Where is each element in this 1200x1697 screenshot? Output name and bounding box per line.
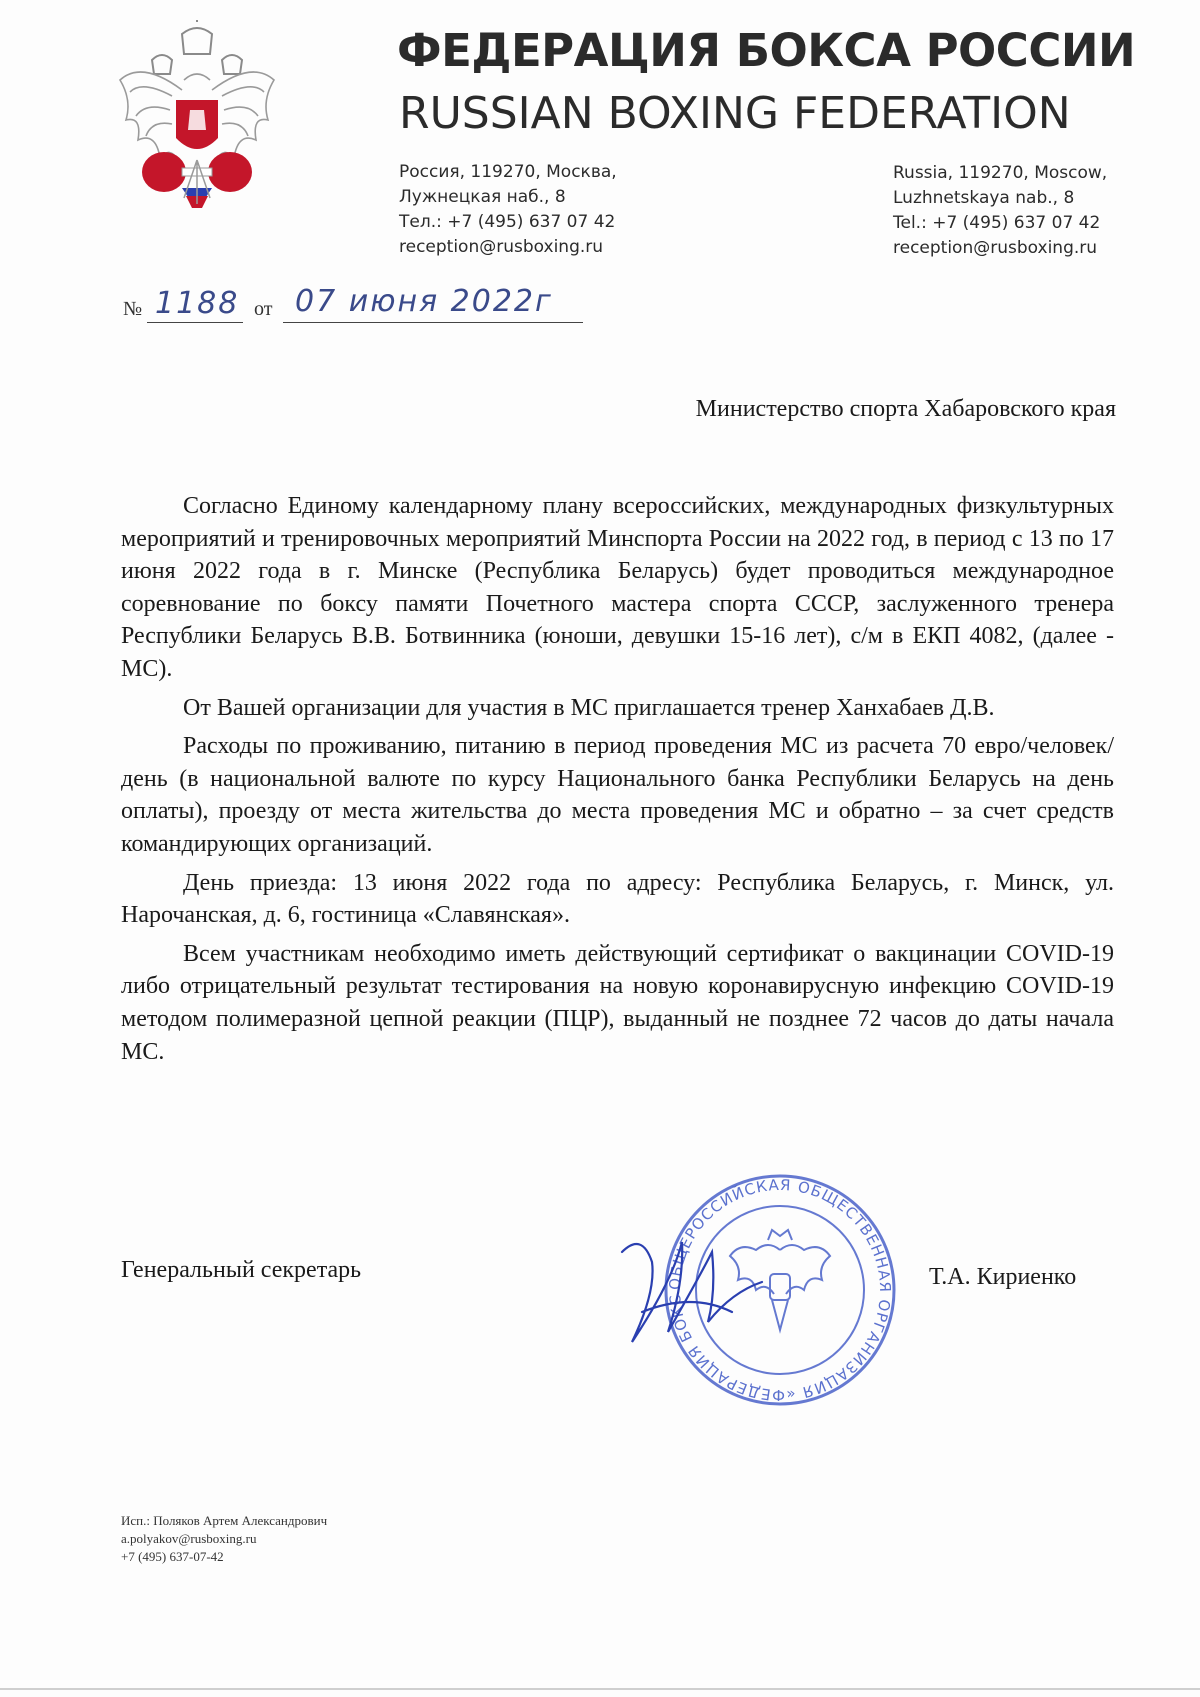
handwritten-signature — [612, 1222, 782, 1372]
address-en-line: Tel.: +7 (495) 637 07 42 — [893, 213, 1101, 233]
address-en-email: reception@rusboxing.ru — [893, 238, 1098, 258]
body-paragraph: День приезда: 13 июня 2022 года по адресу: Республика Беларусь, г. Минск, ул. Нарочанская, д. 6, гостиница «Славянская». — [121, 869, 1114, 929]
body-paragraph: Согласно Единому календарному плану всероссийских, международных физкультурных мероприятий и тренировочных мероприятий Минспорта России на 2022 год, в период с 13 по 17 июня 2022 года в г. Минске (Республика Беларусь) будет проводиться международное соревнование по боксу памяти Почетного мастера спорта СССР, заслуженного тренера Республики Беларусь В.В. Ботвинника (юноши, девушки 15-16 лет), с/м в ЕКП 4082, (далее - МС). — [121, 493, 1114, 682]
executor-info — [121, 1512, 327, 1566]
address-en-line: Russia, 119270, Moscow, — [893, 163, 1108, 183]
org-name-ru: ФЕДЕРАЦИЯ БОКСА РОССИИ — [397, 24, 1136, 77]
federation-emblem — [112, 20, 282, 216]
addressee: Министерство спорта Хабаровского края — [695, 396, 1116, 422]
body-paragraph: От Вашей организации для участия в МС приглашается тренер Ханхабаев Д.В. — [183, 694, 995, 721]
address-ru-line: Лужнецкая наб., 8 — [399, 187, 566, 207]
signatory-name: Т.А. Кириенко — [929, 1264, 1077, 1290]
registration-date: 07 июня 2022г — [295, 284, 553, 319]
registration-line — [123, 284, 593, 330]
address-ru-line: Россия, 119270, Москва, — [399, 162, 617, 182]
address-en-line: Luzhnetskaya nab., 8 — [893, 188, 1075, 208]
executor-name: Исп.: Поляков Артем Александрович — [121, 1513, 328, 1528]
page-edge — [0, 1688, 1200, 1690]
address-en — [893, 161, 1107, 261]
number-underline — [147, 322, 243, 323]
registration-number: 1188 — [155, 286, 240, 321]
number-label: № — [123, 298, 143, 320]
address-ru — [399, 160, 617, 260]
body-paragraph: Всем участникам необходимо иметь действующий сертификат о вакцинации COVID-19 либо отрицательный результат тестирования на новую коронавирусную инфекцию COVID-19 методом полимеразной цепной реакции (ПЦР), выданный не позднее 72 часов до даты начала МС. — [121, 940, 1114, 1065]
letter-body — [121, 490, 1114, 1074]
address-ru-line: Тел.: +7 (495) 637 07 42 — [399, 212, 616, 232]
body-paragraph: Расходы по проживанию, питанию в период проведения МС из расчета 70 евро/человек/день (в национальной валюте по курсу Национального банка Республики Беларусь на день оплаты), проезду от места жительства до места проведения МС и обратно – за счет средств командирующих организаций. — [121, 733, 1114, 857]
date-underline — [283, 322, 583, 323]
seal-text: ОБЩЕРОССИЙСКАЯ ОБЩЕСТВЕННАЯ ОРГАНИЗАЦИЯ «ФЕДЕРАЦИЯ БОКС — [665, 1175, 895, 1405]
executor-email: a.polyakov@rusboxing.ru — [121, 1531, 257, 1546]
org-name-en: RUSSIAN BOXING FEDERATION — [399, 88, 1071, 139]
signatory-title: Генеральный секретарь — [121, 1257, 362, 1283]
address-ru-email: reception@rusboxing.ru — [399, 237, 604, 257]
date-label: от — [254, 298, 273, 320]
executor-phone: +7 (495) 637-07-42 — [121, 1549, 224, 1564]
